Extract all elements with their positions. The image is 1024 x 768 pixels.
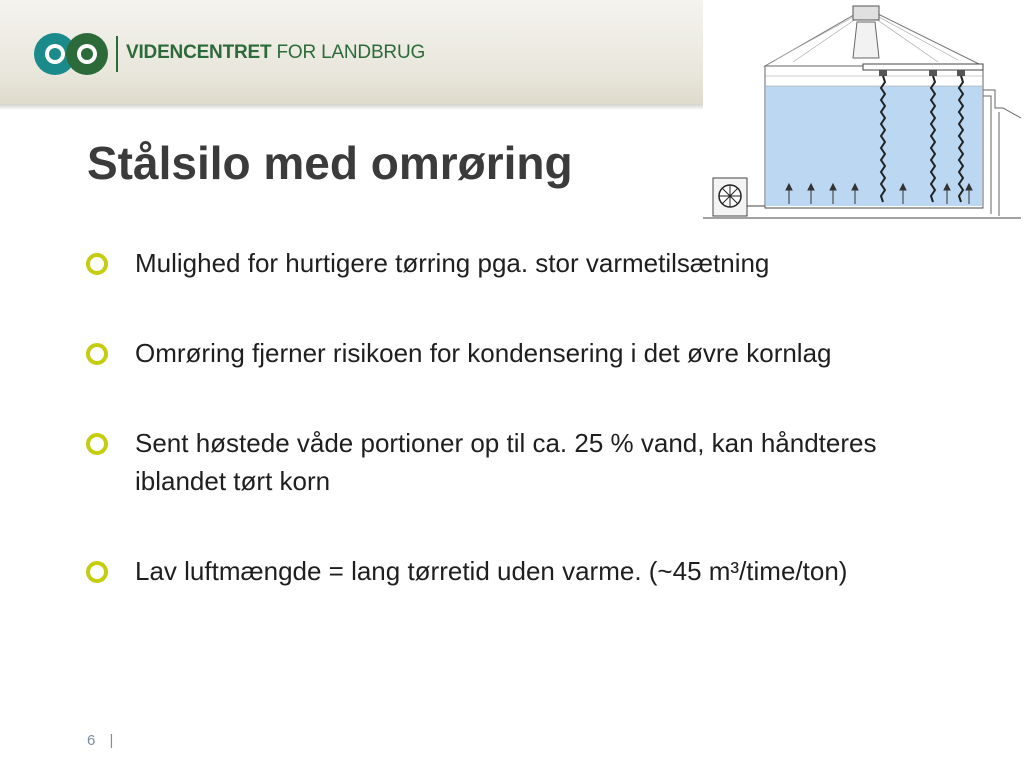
logo-divider [116,36,118,72]
vidcentret-logo [31,28,111,80]
bullet-text: Mulighed for hurtigere tørring pga. stor varmetilsætning [135,248,770,278]
page-number: 6 [87,732,96,749]
bullet-text: Sent høstede våde portioner op til ca. 25 % vand, kan håndteres iblandet tørt korn [135,428,877,496]
brand-name-light: FOR LANDBRUG [276,42,426,63]
bullet-text: Omrøring fjerner risikoen for kondensering i det øvre kornlag [135,338,832,368]
bullet-ring-icon [86,433,108,455]
brand-name [126,42,425,64]
bullet-text: Lav luftmængde = lang tørretid uden varme. (~45 m³/time/ton) [135,556,848,586]
slide-footer [87,732,113,749]
slide-title: Stålsilo med omrøring [87,137,573,189]
header-shadow [0,104,703,110]
brand-name-strong: VIDENCENTRET [126,42,272,63]
steel-silo-diagram [703,0,1024,226]
footer-separator: | [109,732,114,749]
bullet-ring-icon [86,253,108,275]
bullet-ring-icon [86,343,108,365]
bullet-ring-icon [86,561,108,583]
